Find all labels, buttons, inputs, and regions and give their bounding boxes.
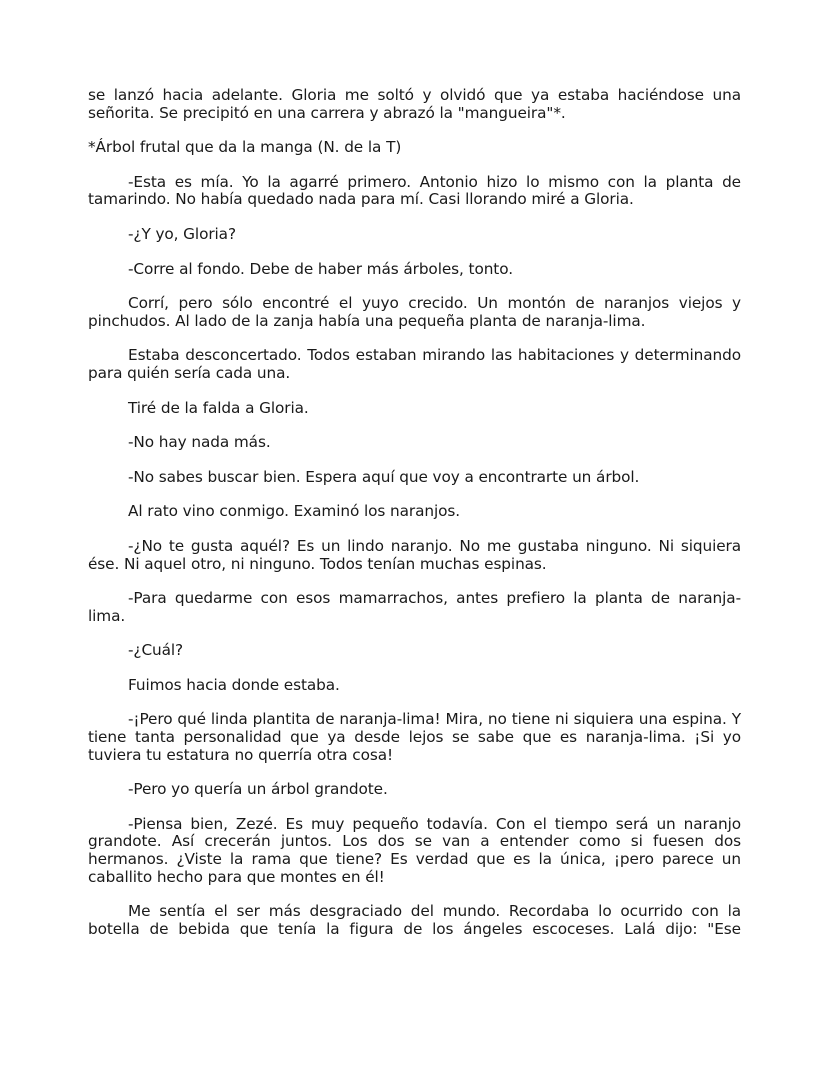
paragraph: -Piensa bien, Zezé. Es muy pequeño todavía. Con el tiempo será un naranjo grandote. Así crecerán juntos. Los dos se van a entender como si fuesen dos hermanos. ¿Viste la rama que tiene? Es verdad que es la única, ¡pero parece un caballito hecho para que montes en él! [88, 814, 741, 886]
paragraph: Fuimos hacia donde estaba. [128, 675, 340, 694]
paragraph: -¿Cuál? [128, 641, 184, 660]
paragraph: -Corre al fondo. Debe de haber más árboles, tonto. [128, 259, 513, 278]
paragraph: -¿Y yo, Gloria? [128, 224, 236, 243]
paragraph: Tiré de la falda a Gloria. [128, 398, 309, 417]
paragraph: -¿No te gusta aquél? Es un lindo naranjo. No me gustaba ninguno. Ni siquiera ése. Ni aquel otro, ni ninguno. Todos tenían muchas espinas. [88, 536, 741, 573]
paragraph: -No hay nada más. [128, 433, 271, 452]
paragraph: se lanzó hacia adelante. Gloria me soltó y olvidó que ya estaba haciéndose una señorita. Se precipitó en una carrera y abrazó la "mangueira"*. [88, 86, 741, 122]
paragraph: Corrí, pero sólo encontré el yuyo crecido. Un montón de naranjos viejos y pinchudos. Al lado de la zanja había una pequeña planta de naranja-lima. [88, 294, 741, 330]
footnote: *Árbol frutal que da la manga (N. de la T) [88, 138, 402, 157]
paragraph: -Esta es mía. Yo la agarré primero. Antonio hizo lo mismo con la planta de tamarindo. No había quedado nada para mí. Casi llorando miré a Gloria. [88, 172, 741, 209]
paragraph: -Para quedarme con esos mamarrachos, antes prefiero la planta de naranja-lima. [88, 589, 741, 625]
document-page [88, 87, 741, 955]
paragraph: Al rato vino conmigo. Examinó los naranjos. [128, 502, 460, 521]
paragraph: -Pero yo quería un árbol grandote. [128, 780, 388, 799]
paragraph: -¡Pero qué linda plantita de naranja-lima! Mira, no tiene ni siquiera una espina. Y tiene tanta personalidad que ya desde lejos se sabe que es naranja-lima. ¡Si yo tuviera tu estatura no querría otra cosa! [88, 710, 741, 764]
paragraph: -No sabes buscar bien. Espera aquí que voy a encontrarte un árbol. [128, 467, 640, 486]
paragraph: Estaba desconcertado. Todos estaban mirando las habitaciones y determinando para quién sería cada una. [88, 346, 741, 382]
paragraph: Me sentía el ser más desgraciado del mundo. Recordaba lo ocurrido con la botella de bebida que tenía la figura de los ángeles escoceses. Lalá dijo: "Ese [88, 902, 741, 938]
